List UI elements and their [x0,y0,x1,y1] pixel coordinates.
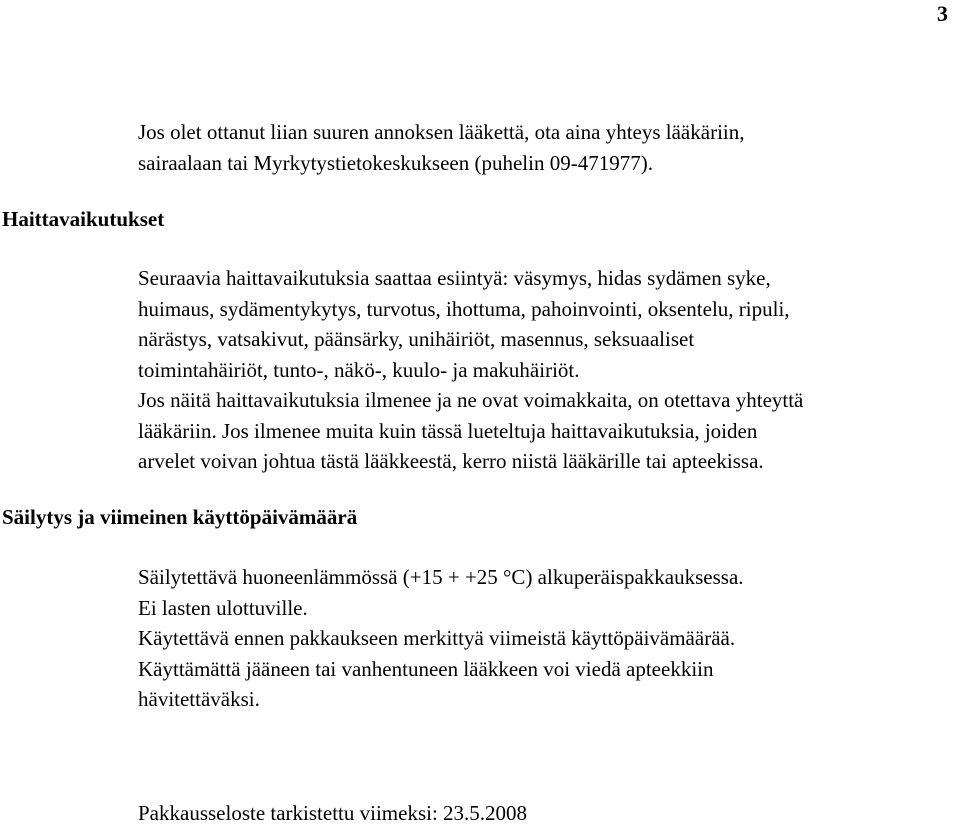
page-number: 3 [937,1,948,26]
storage-line: Ei lasten ulottuville. [138,595,308,620]
side-effects-line: toimintahäiriöt, tunto-, näkö-, kuulo- ja makuhäiriöt. [138,357,580,382]
storage-line: Käyttämättä jääneen tai vanhentuneen lääkkeen voi viedä apteekkiin [138,656,714,681]
side-effects-line: lääkäriin. Jos ilmenee muita kuin tässä lueteltuja haittavaikutuksia, joiden [138,418,758,443]
side-effects-line: huimaus, sydämentykytys, turvotus, ihottuma, pahoinvointi, oksentelu, ripuli, [138,296,790,321]
revision-date: Pakkausseloste tarkistettu viimeksi: 23.5.2008 [138,801,528,825]
overdose-paragraph [138,117,958,178]
overdose-line: sairaalaan tai Myrkytystietokeskukseen (puhelin 09-471977). [138,150,653,175]
storage-line: Säilytettävä huoneenlämmössä (+15 + +25 °C) alkuperäispakkauksessa. [138,565,744,589]
side-effects-line: Seuraavia haittavaikutuksia saattaa esiintyä: väsymys, hidas sydämen syke, [138,266,771,290]
side-effects-heading: Haittavaikutukset [2,207,165,231]
side-effects-line: Jos näitä haittavaikutuksia ilmenee ja ne ovat voimakkaita, on otettava yhteyttä [138,388,804,412]
storage-heading: Säilytys ja viimeinen käyttöpäivämäärä [2,505,358,529]
side-effects-paragraph [138,263,958,477]
storage-line: Käytettävä ennen pakkaukseen merkittyä viimeistä käyttöpäivämäärää. [138,626,736,650]
overdose-line: Jos olet ottanut liian suuren annoksen lääkettä, ota aina yhteys lääkäriin, [138,120,745,144]
storage-line: hävitettäväksi. [138,687,260,711]
side-effects-line: närästys, vatsakivut, päänsärky, unihäiriöt, masennus, seksuaaliset [138,327,695,351]
side-effects-line: arvelet voivan johtua tästä lääkkeestä, kerro niistä lääkärille tai apteekissa. [138,449,764,473]
storage-paragraph [138,562,958,715]
